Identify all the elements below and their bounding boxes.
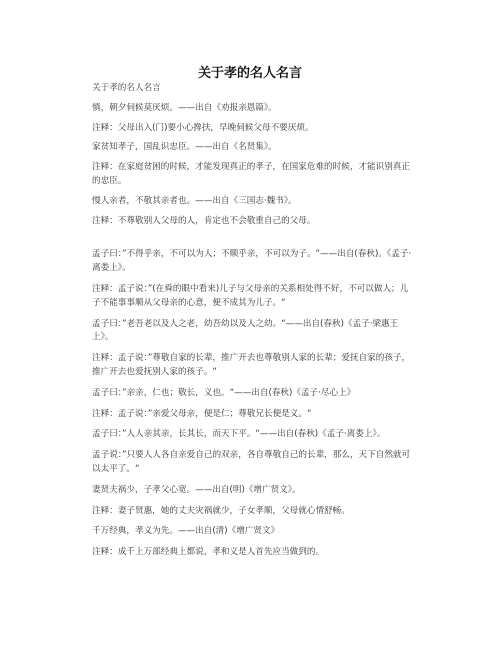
- paragraph: 注释：不尊敬别人父母的人，肯定也不会敬重自己的父母。: [92, 215, 316, 226]
- paragraph: 孟子曰：”老吾老以及人之老，幼吾幼以及人之幼。“——出自(春秋)《孟子·梁惠王上》。: [92, 318, 399, 343]
- document-body: [92, 82, 414, 560]
- paragraph: 家贫知孝子，国乱识忠臣。——出自《名贤集》。: [92, 142, 277, 153]
- paragraph: 妻贤夫祸少，子孝父心宽。——出自(明)《增广贤文》。: [92, 484, 301, 495]
- paragraph: 注释：在家庭贫困的时候，才能发现真正的孝子，在国家危难的时候，才能识别真正的忠臣。: [92, 162, 410, 186]
- paragraph: 注释：孟子说：”(在舜的眼中看来)儿子与父母亲的关系相处得不好，不可以做人；儿子不能事事顺从父母亲的心意，便不成其为儿子。“: [92, 283, 409, 308]
- paragraph: 注释：孟子说：”尊敬自家的长辈，推广开去也尊敬别人家的长辈；爱抚自家的孩子，推广开去也爱抚别人家的孩子。“: [92, 353, 411, 377]
- paragraph: 注释：父母出入(门)要小心搀扶，早晚伺候父母不要厌烦。: [92, 122, 314, 133]
- paragraph: 注释：妻子贤惠，她的丈夫灾祸就少，子女孝顺，父母就心情舒畅。: [92, 505, 350, 516]
- paragraph: 注释：孟子说：”亲爱父母亲，便是仁；尊敬兄长便是义。“: [92, 408, 312, 419]
- document-title: 关于孝的名人名言: [197, 66, 302, 81]
- paragraph: 孟子曰：”不得乎亲，不可以为人；不顺乎亲，不可以为子。“——出自(春秋)。《孟子·离娄上》。: [92, 249, 412, 274]
- paragraph: 孟子曰：”人人亲其亲，长其长，而天下平。“——出自(春秋)《孟子·离娄上》。: [92, 429, 386, 440]
- paragraph: 孟子说：”只要人人各自亲爱自己的双亲，各自尊敬自己的长辈，那么，天下自然就可以太平了。“: [92, 450, 411, 474]
- paragraph: 千万经典，孝义为先。——出自(清)《增广贤文》: [92, 526, 280, 537]
- paragraph: 孟子曰：”亲亲，仁也；敬长，义也。“——出自(春秋)《孟子·尽心上》: [92, 387, 356, 398]
- paragraph: 慎，朝夕伺候莫厌烦。——出自《劝报亲恩篇》。: [92, 102, 277, 113]
- paragraph: 慢人亲者，不敬其亲者也。——出自《三国志·魏书》。: [92, 195, 297, 206]
- paragraph: 注释：成千上万部经典上都说，孝和义是人首先应当做到的。: [92, 547, 325, 558]
- paragraph: 关于孝的名人名言: [92, 83, 161, 93]
